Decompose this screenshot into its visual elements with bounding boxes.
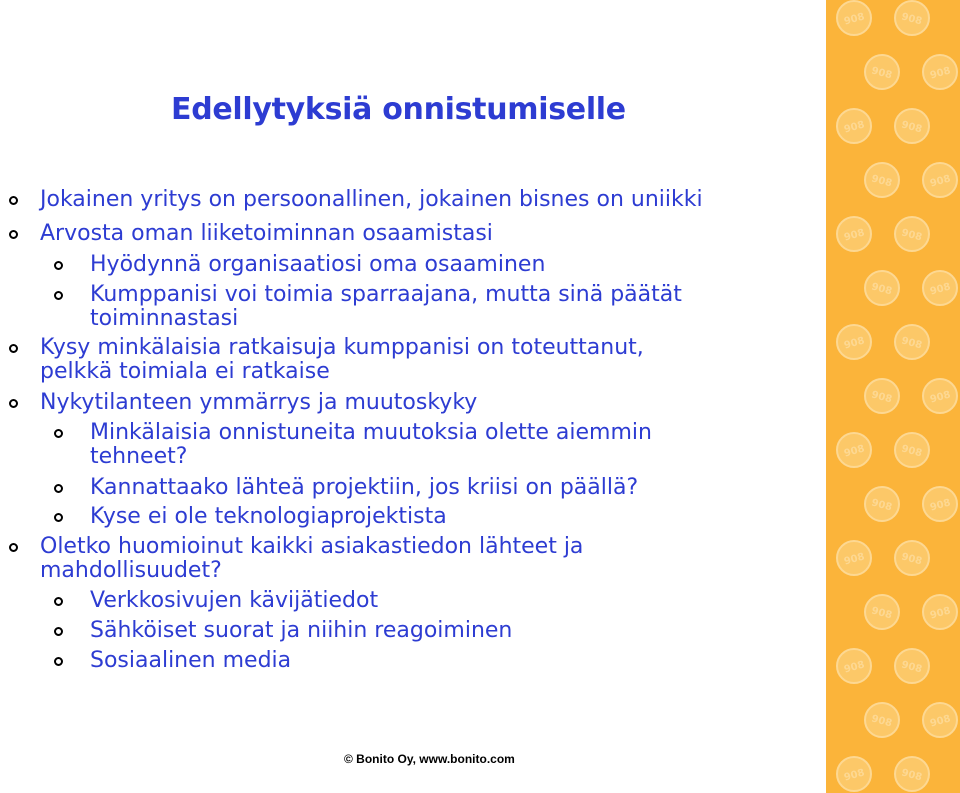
coin-badge-icon [923, 271, 957, 305]
svg-text:908: 908 [928, 389, 952, 406]
bullet-circle-icon [54, 597, 63, 606]
bullet-circle-icon [54, 657, 63, 666]
coin-badge-icon [865, 703, 899, 737]
slide-title: Edellytyksiä onnistumiselle [171, 92, 626, 127]
svg-text:908: 908 [842, 119, 866, 136]
decorative-side-panel [826, 0, 960, 793]
list-item-text: Sähköiset suorat ja niihin reagoiminen [90, 618, 513, 643]
svg-text:908: 908 [842, 767, 866, 784]
coin-badge-icon [837, 541, 871, 575]
svg-text:908: 908 [928, 605, 952, 622]
coin-badge-icon [895, 433, 929, 467]
footer-copyright: © Bonito Oy, www.bonito.com [344, 752, 515, 766]
coin-badge-icon [865, 487, 899, 521]
coin-badge-icon [837, 217, 871, 251]
list-item-5 [40, 336, 644, 384]
bullet-circle-icon [9, 344, 18, 353]
svg-text:908: 908 [842, 335, 866, 352]
svg-text:908: 908 [870, 281, 894, 298]
list-item-11 [90, 589, 378, 613]
list-item-2 [40, 222, 493, 246]
coin-badge-icon [837, 757, 871, 791]
svg-text:908: 908 [870, 389, 894, 406]
coin-badge-icon [923, 703, 957, 737]
svg-text:908: 908 [900, 11, 924, 28]
coin-badge-icon [895, 217, 929, 251]
list-item-text: Nykytilanteen ymmärrys ja muutoskyky [40, 390, 478, 415]
list-item-9 [90, 505, 447, 529]
list-item-3 [90, 253, 545, 277]
list-item-text: Kannattaako lähteä projektiin, jos kriisi on päällä? [90, 475, 639, 500]
coin-badge-icon [923, 379, 957, 413]
coin-pattern-icon [826, 0, 960, 793]
svg-text:908: 908 [870, 65, 894, 82]
coin-badge-icon [865, 163, 899, 197]
svg-text:908: 908 [842, 11, 866, 28]
svg-text:908: 908 [928, 497, 952, 514]
coin-badge-icon [837, 649, 871, 683]
bullet-circle-icon [54, 484, 63, 493]
svg-text:908: 908 [870, 497, 894, 514]
coin-badge-icon [865, 595, 899, 629]
svg-text:908: 908 [900, 659, 924, 676]
svg-text:908: 908 [900, 335, 924, 352]
list-item-text: Kyse ei ole teknologiaprojektista [90, 504, 447, 529]
svg-text:908: 908 [900, 443, 924, 460]
svg-text:908: 908 [842, 551, 866, 568]
svg-text:908: 908 [928, 65, 952, 82]
svg-text:908: 908 [900, 767, 924, 784]
svg-text:908: 908 [870, 713, 894, 730]
list-item-8 [90, 476, 638, 500]
coin-badge-icon [837, 433, 871, 467]
svg-text:908: 908 [928, 281, 952, 298]
bullet-circle-icon [9, 399, 18, 408]
svg-text:908: 908 [842, 659, 866, 676]
coin-badge-icon [895, 109, 929, 143]
list-item-text: pelkkä toimiala ei ratkaise [40, 359, 330, 384]
coin-badge-icon [923, 55, 957, 89]
coin-badge-icon [895, 325, 929, 359]
list-item-12 [90, 619, 512, 643]
svg-text:908: 908 [900, 119, 924, 136]
bullet-circle-icon [9, 196, 18, 205]
coin-badge-icon [837, 109, 871, 143]
coin-badge-icon [865, 271, 899, 305]
svg-text:908: 908 [928, 713, 952, 730]
coin-badge-icon [837, 325, 871, 359]
bullet-circle-icon [54, 429, 63, 438]
list-item-text: Hyödynnä organisaatiosi oma osaaminen [90, 252, 546, 277]
coin-badge-icon [923, 595, 957, 629]
svg-text:908: 908 [900, 551, 924, 568]
list-item-text: mahdollisuudet? [40, 558, 222, 583]
list-item-text: Oletko huomioinut kaikki asiakastiedon lähteet ja [40, 534, 584, 559]
coin-badge-icon [895, 649, 929, 683]
svg-text:908: 908 [842, 443, 866, 460]
coin-badge-icon [837, 1, 871, 35]
coin-badge-icon [895, 1, 929, 35]
svg-text:908: 908 [928, 173, 952, 190]
bullet-circle-icon [9, 543, 18, 552]
bullet-circle-icon [54, 627, 63, 636]
svg-text:908: 908 [900, 227, 924, 244]
list-item-6 [40, 391, 477, 415]
coin-badge-icon [865, 55, 899, 89]
list-item-text: Minkälaisia onnistuneita muutoksia olette aiemmin [90, 420, 652, 445]
list-item-13 [90, 649, 291, 673]
coin-badge-icon [865, 379, 899, 413]
list-item-text: Sosiaalinen media [90, 648, 292, 673]
svg-text:908: 908 [870, 605, 894, 622]
svg-text:908: 908 [870, 173, 894, 190]
list-item-10 [40, 535, 583, 583]
list-item-text: Verkkosivujen kävijätiedot [90, 588, 379, 613]
bullet-circle-icon [54, 261, 63, 270]
list-item-text: tehneet? [90, 444, 188, 469]
list-item-text: toiminnastasi [90, 306, 239, 331]
bullet-circle-icon [54, 291, 63, 300]
coin-badge-icon [895, 757, 929, 791]
bullet-circle-icon [9, 230, 18, 239]
list-item-text: Kysy minkälaisia ratkaisuja kumppanisi on toteuttanut, [40, 335, 644, 360]
list-item-text: Jokainen yritys on persoonallinen, jokainen bisnes on uniikki [40, 187, 703, 212]
bullet-circle-icon [54, 513, 63, 522]
list-item-text: Kumppanisi voi toimia sparraajana, mutta sinä päätät [90, 282, 682, 307]
coin-badge-icon [895, 541, 929, 575]
coin-badge-icon [923, 163, 957, 197]
list-item-4 [90, 283, 682, 331]
list-item-7 [90, 421, 652, 469]
list-item-1 [40, 188, 703, 212]
coin-badge-icon [923, 487, 957, 521]
svg-text:908: 908 [842, 227, 866, 244]
list-item-text: Arvosta oman liiketoiminnan osaamistasi [40, 221, 493, 246]
